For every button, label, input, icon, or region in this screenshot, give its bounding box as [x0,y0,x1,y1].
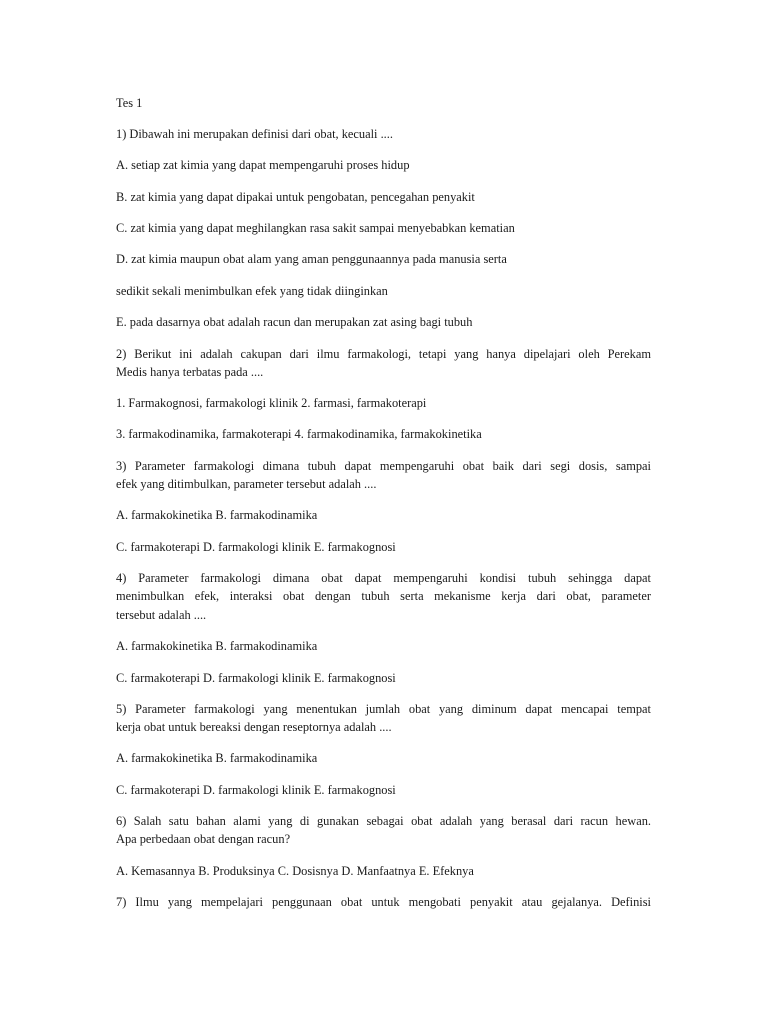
q1-option-a: A. setiap zat kimia yang dapat mempengaruhi proses hidup [116,158,410,172]
q1-option-d-continued: sedikit sekali menimbulkan efek yang tidak diinginkan [116,284,388,298]
q3-options-2: C. farmakoterapi D. farmakologi klinik E. farmakognosi [116,540,396,554]
q6-options: A. Kemasannya B. Produksinya C. Dosisnya D. Manfaatnya E. Efeknya [116,864,474,878]
q5-options-1: A. farmakokinetika B. farmakodinamika [116,751,318,765]
question-1: 1) Dibawah ini merupakan definisi dari obat, kecuali .... [116,127,393,141]
question-5-line-2: kerja obat untuk bereaksi dengan reseptornya adalah .... [116,720,392,734]
question-4-line-1: 4) Parameter farmakologi dimana obat dapat mempengaruhi kondisi tubuh sehingga dapat [116,571,651,585]
question-4-line-2: menimbulkan efek, interaksi obat dengan tubuh serta mekanisme kerja dari obat, parameter [116,589,651,603]
q1-option-e: E. pada dasarnya obat adalah racun dan merupakan zat asing bagi tubuh [116,315,473,329]
question-2-line-2: Medis hanya terbatas pada .... [116,365,264,379]
question-6-line-1: 6) Salah satu bahan alami yang di gunakan sebagai obat adalah yang berasal dari racun hewan. [116,814,651,828]
q2-options-2: 3. farmakodinamika, farmakoterapi 4. farmakodinamika, farmakokinetika [116,427,482,441]
q3-options-1: A. farmakokinetika B. farmakodinamika [116,508,318,522]
q1-option-c: C. zat kimia yang dapat meghilangkan rasa sakit sampai menyebabkan kematian [116,221,515,235]
q4-options-1: A. farmakokinetika B. farmakodinamika [116,639,318,653]
q2-options-1: 1. Farmakognosi, farmakologi klinik 2. farmasi, farmakoterapi [116,396,427,410]
question-7-line-1: 7) Ilmu yang mempelajari penggunaan obat untuk mengobati penyakit atau gejalanya. Definisi [116,895,651,909]
question-4-line-3: tersebut adalah .... [116,608,207,622]
q4-options-2: C. farmakoterapi D. farmakologi klinik E. farmakognosi [116,671,396,685]
question-3-line-1: 3) Parameter farmakologi dimana tubuh dapat mempengaruhi obat baik dari segi dosis, sampai [116,459,651,473]
question-5-line-1: 5) Parameter farmakologi yang menentukan jumlah obat yang diminum dapat mencapai tempat [116,702,651,716]
question-6-line-2: Apa perbedaan obat dengan racun? [116,832,291,846]
q1-option-d: D. zat kimia maupun obat alam yang aman penggunaannya pada manusia serta [116,252,507,266]
q1-option-b: B. zat kimia yang dapat dipakai untuk pengobatan, pencegahan penyakit [116,190,475,204]
page-title: Tes 1 [116,96,143,110]
question-2-line-1: 2) Berikut ini adalah cakupan dari ilmu farmakologi, tetapi yang hanya dipelajari oleh Perekam [116,347,651,361]
question-3-line-2: efek yang ditimbulkan, parameter tersebut adalah .... [116,477,377,491]
q5-options-2: C. farmakoterapi D. farmakologi klinik E. farmakognosi [116,783,396,797]
